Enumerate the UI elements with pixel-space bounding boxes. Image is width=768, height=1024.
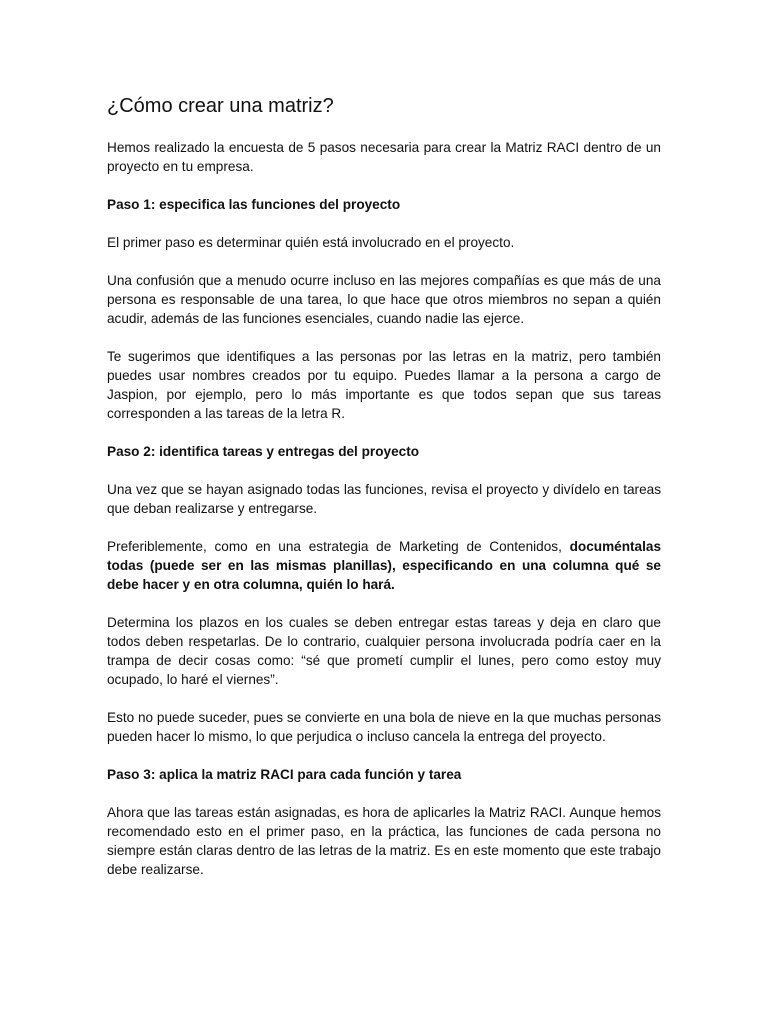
step1-paragraph-2: Una confusión que a menudo ocurre incluso en las mejores compañías es que más de una persona es responsable de una tarea, lo que hace que otros miembros no sepan a quién acudir, además de las funciones esenciales, cuando nadie las ejerce. [107, 273, 661, 326]
step2-paragraph-3: Determina los plazos en los cuales se deben entregar estas tareas y deja en claro que todos deben respetarlas. De lo contrario, cualquier persona involucrada podría caer en la trampa de decir cosas como: “sé que prometí cumplir el lunes, pero como estoy muy ocupado, lo haré el viernes”. [107, 615, 661, 687]
step2-paragraph-2 [107, 537, 661, 594]
step2-paragraph-2-lead: Preferiblemente, como en una estrategia de Marketing de Contenidos, [107, 539, 570, 554]
step1-paragraph-3: Te sugerimos que identifiques a las personas por las letras en la matriz, pero también puedes usar nombres creados por tu equipo. Puedes llamar a la persona a cargo de Jaspion, por ejemplo, pero lo más importante es que todos sepan que sus tareas corresponden a las tareas de la letra R. [107, 349, 661, 421]
step2-paragraph-1: Una vez que se hayan asignado todas las funciones, revisa el proyecto y divídelo en tareas que deban realizarse y entregarse. [107, 482, 661, 516]
intro-paragraph: Hemos realizado la encuesta de 5 pasos necesaria para crear la Matriz RACI dentro de un proyecto en tu empresa. [107, 140, 661, 174]
step3-paragraph-1: Ahora que las tareas están asignadas, es hora de aplicarles la Matriz RACI. Aunque hemos recomendado esto en el primer paso, en la práctica, las funciones de cada persona no siempre están claras dentro de las letras de la matriz. Es en este momento que este trabajo debe realizarse. [107, 805, 661, 877]
page-title: ¿Cómo crear una matriz? [107, 95, 334, 117]
step1-heading: Paso 1: especifica las funciones del proyecto [107, 197, 401, 212]
step2-paragraph-4: Esto no puede suceder, pues se convierte en una bola de nieve en la que muchas personas pueden hacer lo mismo, lo que perjudica o incluso cancela la entrega del proyecto. [107, 710, 661, 744]
step1-paragraph-1: El primer paso es determinar quién está involucrado en el proyecto. [107, 235, 515, 250]
step3-heading: Paso 3: aplica la matriz RACI para cada función y tarea [107, 767, 462, 782]
step2-paragraph-2-bold: documéntalas todas (puede ser en las mismas planillas), especificando en una columna qué se debe hacer y en otra columna, quién lo hará. [107, 539, 661, 592]
step2-heading: Paso 2: identifica tareas y entregas del proyecto [107, 444, 420, 459]
